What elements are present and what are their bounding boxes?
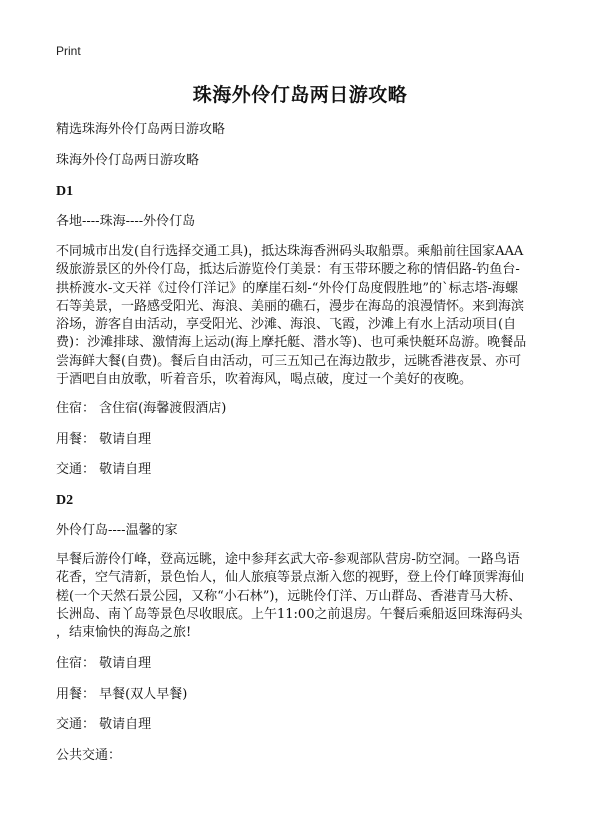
print-link[interactable]: Print [56, 44, 81, 58]
day1-transport: 交通： 敬请自理 [56, 462, 152, 477]
day1-description-line: 级旅游景区的外伶仃岛，抵达后游览伶仃美景：有玉带环腰之称的情侣路-钓鱼台- [56, 262, 520, 278]
day1-description-line: 浴场，游客自由活动，享受阳光、沙滩、海浪、飞霞，沙滩上有水上活动项目(自 [56, 317, 517, 333]
day1-description [56, 243, 550, 389]
day1-description-line: 拱桥渡水-文天祥《过伶仃洋记》的摩崖石刻-“外伶仃岛度假胜地”的`标志塔-海螺 [56, 280, 518, 296]
day2-description-line: 早餐后游伶仃峰，登高远眺，途中参拜玄武大帝-参观部队营房-防空洞。一路鸟语 [56, 552, 520, 567]
day1-route: 各地----珠海----外伶仃岛 [56, 214, 196, 229]
day1-meals: 用餐： 敬请自理 [56, 432, 152, 447]
page-title: 珠海外伶仃岛两日游攻略 [192, 84, 408, 106]
day2-route: 外伶仃岛----温馨的家 [56, 523, 178, 538]
day2-transport: 交通： 敬请自理 [56, 717, 152, 732]
day2-description-line: 花香，空气清新，景色怡人，仙人旅痕等景点渐入您的视野，登上伶仃峰顶霁海仙 [56, 570, 525, 586]
day2-description [56, 551, 550, 642]
day1-lodging: 住宿： 含住宿(海馨渡假酒店) [56, 401, 227, 416]
day1-description-line: 尝海鲜大餐(自费)。餐后自由活动，可三五知己在海边散步，远眺香港夜景、亦可 [56, 353, 522, 369]
day1-description-line: 于酒吧自由放歌，听着音乐，吹着海风，喝点破，度过一个美好的夜晚。 [56, 372, 473, 388]
day2-description-line: 长洲岛、南丫岛等景色尽收眼底。上午11:00之前退房。午餐后乘船返回珠海码头 [56, 606, 523, 622]
day1-description-line: 不同城市出发(自行选择交通工具)，抵达珠海香洲码头取船票。乘船前往国家AAA [56, 244, 524, 259]
day1-heading: D1 [56, 184, 74, 199]
public-transport-label: 公共交通： [56, 748, 122, 763]
day2-description-line: 槎(一个天然石景公园，又称“小石林”)，远眺伶仃洋、万山群岛、香港青马大桥、 [56, 588, 522, 604]
subtitle-featured: 精选珠海外伶仃岛两日游攻略 [56, 122, 226, 137]
subtitle-guide: 珠海外伶仃岛两日游攻略 [56, 153, 200, 168]
day1-description-line: 石等美景，一路感受阳光、海浪、美丽的礁石，漫步在海岛的浪漫情怀。来到海滨 [56, 298, 525, 314]
day1-description-line: 费)：沙滩排球、激情海上运动(海上摩托艇、潜水等)、也可乘快艇环岛游。晚餐品 [56, 335, 527, 351]
day2-heading: D2 [56, 493, 74, 508]
day2-description-line: ，结束愉快的海岛之旅! [56, 625, 192, 641]
day2-lodging: 住宿： 敬请自理 [56, 656, 152, 671]
day2-meals: 用餐： 早餐(双人早餐) [56, 687, 188, 702]
